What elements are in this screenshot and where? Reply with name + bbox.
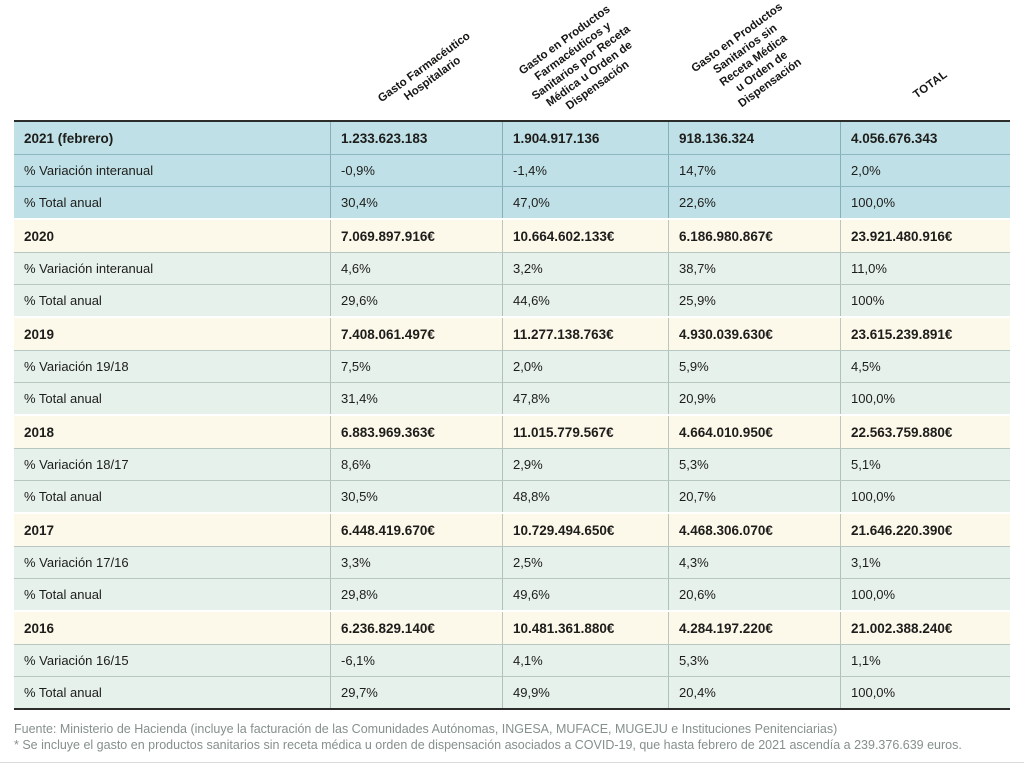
percentage-row: [14, 578, 1010, 610]
cell-value: 4,3%: [668, 547, 840, 578]
cell-value: 4.664.010.950€: [668, 416, 840, 448]
column-header-prescription-products: Gasto en Productos Farmacéuticos y Sanitarios por Receta Médica u Orden de Dispensación: [517, 3, 635, 113]
year-row: [14, 318, 1010, 350]
percentage-row: [14, 546, 1010, 578]
cell-value: 2,5%: [502, 547, 668, 578]
column-header-hospital-spending: Gasto Farmacéutico Hospitalario: [376, 30, 473, 105]
column-header-nonprescription-products: Gasto en Productos Sanitarios sin Receta Médica u Orden de Dispensación: [689, 0, 804, 111]
cell-value: 31,4%: [330, 383, 502, 414]
cell-value: 1,1%: [840, 645, 1010, 676]
cell-value: 10.481.361.880€: [502, 612, 668, 644]
row-label: 2018: [24, 424, 55, 440]
source-note: Fuente: Ministerio de Hacienda (incluye la facturación de las Comunidades Autónomas, INGESA, MUFACE, MUGEJU e Instituciones Penitenciarias): [14, 722, 838, 736]
cell-value: 2,0%: [502, 351, 668, 382]
row-label: % Total anual: [24, 489, 102, 504]
row-label: % Variación interanual: [24, 261, 154, 276]
cell-value: 100,0%: [840, 579, 1010, 610]
covid-footnote: * Se incluye el gasto en productos sanitarios sin receta médica u orden de dispensación asociados a COVID-19, que hasta febrero de 2021 ascendía a 239.376.639 euros.: [14, 738, 962, 752]
cell-value: -0,9%: [330, 155, 502, 186]
cell-value: 29,8%: [330, 579, 502, 610]
cell-value: 4.056.676.343: [840, 122, 1010, 154]
cell-value: 10.664.602.133€: [502, 220, 668, 252]
cell-value: 25,9%: [668, 285, 840, 316]
row-label: % Total anual: [24, 195, 102, 210]
table-section-2019: [14, 316, 1010, 414]
year-row: [14, 220, 1010, 252]
table-header: [14, 0, 1010, 120]
cell-value: 4.468.306.070€: [668, 514, 840, 546]
year-row: [14, 612, 1010, 644]
row-label: % Total anual: [24, 685, 102, 700]
cell-value: 3,3%: [330, 547, 502, 578]
cell-value: 4,6%: [330, 253, 502, 284]
percentage-row: [14, 644, 1010, 676]
cell-value: 11.277.138.763€: [502, 318, 668, 350]
cell-value: 100,0%: [840, 677, 1010, 708]
row-label: % Total anual: [24, 587, 102, 602]
cell-value: 1.233.623.183: [330, 122, 502, 154]
cell-value: 3,1%: [840, 547, 1010, 578]
row-label: % Variación 17/16: [24, 555, 129, 570]
cell-value: 2,0%: [840, 155, 1010, 186]
row-label: % Total anual: [24, 391, 102, 406]
percentage-row: [14, 252, 1010, 284]
table-section-2016: [14, 610, 1010, 708]
cell-value: 100,0%: [840, 187, 1010, 218]
cell-value: 2,9%: [502, 449, 668, 480]
table-section-2017: [14, 512, 1010, 610]
cell-value: 7.408.061.497€: [330, 318, 502, 350]
percentage-row: [14, 154, 1010, 186]
cell-value: 100,0%: [840, 383, 1010, 414]
cell-value: 20,7%: [668, 481, 840, 512]
cell-value: 20,4%: [668, 677, 840, 708]
cell-value: 11,0%: [840, 253, 1010, 284]
cell-value: 6.186.980.867€: [668, 220, 840, 252]
cell-value: 7.069.897.916€: [330, 220, 502, 252]
cell-value: 21.646.220.390€: [840, 514, 1010, 546]
cell-value: 8,6%: [330, 449, 502, 480]
cell-value: 5,1%: [840, 449, 1010, 480]
cell-value: 47,0%: [502, 187, 668, 218]
cell-value: 22,6%: [668, 187, 840, 218]
percentage-row: [14, 284, 1010, 316]
cell-value: 6.448.419.670€: [330, 514, 502, 546]
cell-value: 5,3%: [668, 449, 840, 480]
cell-value: -6,1%: [330, 645, 502, 676]
cell-value: 30,4%: [330, 187, 502, 218]
row-label: 2020: [24, 228, 55, 244]
row-label: % Variación interanual: [24, 163, 154, 178]
row-label: 2016: [24, 620, 55, 636]
cell-value: 49,9%: [502, 677, 668, 708]
table-section-2018: [14, 414, 1010, 512]
year-row: [14, 416, 1010, 448]
cell-value: 20,9%: [668, 383, 840, 414]
cell-value: 29,6%: [330, 285, 502, 316]
cell-value: 100%: [840, 285, 1010, 316]
cell-value: 30,5%: [330, 481, 502, 512]
table-body: [14, 120, 1010, 710]
cell-value: 47,8%: [502, 383, 668, 414]
cell-value: 4,5%: [840, 351, 1010, 382]
cell-value: 1.904.917.136: [502, 122, 668, 154]
cell-value: 44,6%: [502, 285, 668, 316]
cell-value: 38,7%: [668, 253, 840, 284]
cell-value: 22.563.759.880€: [840, 416, 1010, 448]
table-footer: [14, 721, 1010, 753]
cell-value: 23.921.480.916€: [840, 220, 1010, 252]
cell-value: 29,7%: [330, 677, 502, 708]
cell-value: 11.015.779.567€: [502, 416, 668, 448]
cell-value: 3,2%: [502, 253, 668, 284]
cell-value: 918.136.324: [668, 122, 840, 154]
percentage-row: [14, 448, 1010, 480]
percentage-row: [14, 186, 1010, 218]
cell-value: -1,4%: [502, 155, 668, 186]
row-label: % Variación 18/17: [24, 457, 129, 472]
year-row: [14, 122, 1010, 154]
cell-value: 4.930.039.630€: [668, 318, 840, 350]
cell-value: 7,5%: [330, 351, 502, 382]
cell-value: 6.883.969.363€: [330, 416, 502, 448]
row-label: % Variación 19/18: [24, 359, 129, 374]
row-label: % Total anual: [24, 293, 102, 308]
cell-value: 49,6%: [502, 579, 668, 610]
percentage-row: [14, 382, 1010, 414]
percentage-row: [14, 676, 1010, 708]
bottom-divider: [0, 762, 1024, 763]
cell-value: 100,0%: [840, 481, 1010, 512]
table-section-2021: [14, 122, 1010, 218]
table-section-2020: [14, 218, 1010, 316]
cell-value: 4.284.197.220€: [668, 612, 840, 644]
row-label: % Variación 16/15: [24, 653, 129, 668]
cell-value: 6.236.829.140€: [330, 612, 502, 644]
cell-value: 4,1%: [502, 645, 668, 676]
cell-value: 23.615.239.891€: [840, 318, 1010, 350]
percentage-row: [14, 350, 1010, 382]
cell-value: 48,8%: [502, 481, 668, 512]
row-label: 2019: [24, 326, 55, 342]
spending-table: [14, 0, 1010, 710]
row-label: 2021 (febrero): [24, 130, 114, 146]
year-row: [14, 514, 1010, 546]
cell-value: 5,9%: [668, 351, 840, 382]
cell-value: 5,3%: [668, 645, 840, 676]
cell-value: 20,6%: [668, 579, 840, 610]
row-label: 2017: [24, 522, 55, 538]
cell-value: 10.729.494.650€: [502, 514, 668, 546]
percentage-row: [14, 480, 1010, 512]
column-header-total: TOTAL: [911, 68, 950, 102]
cell-value: 14,7%: [668, 155, 840, 186]
cell-value: 21.002.388.240€: [840, 612, 1010, 644]
